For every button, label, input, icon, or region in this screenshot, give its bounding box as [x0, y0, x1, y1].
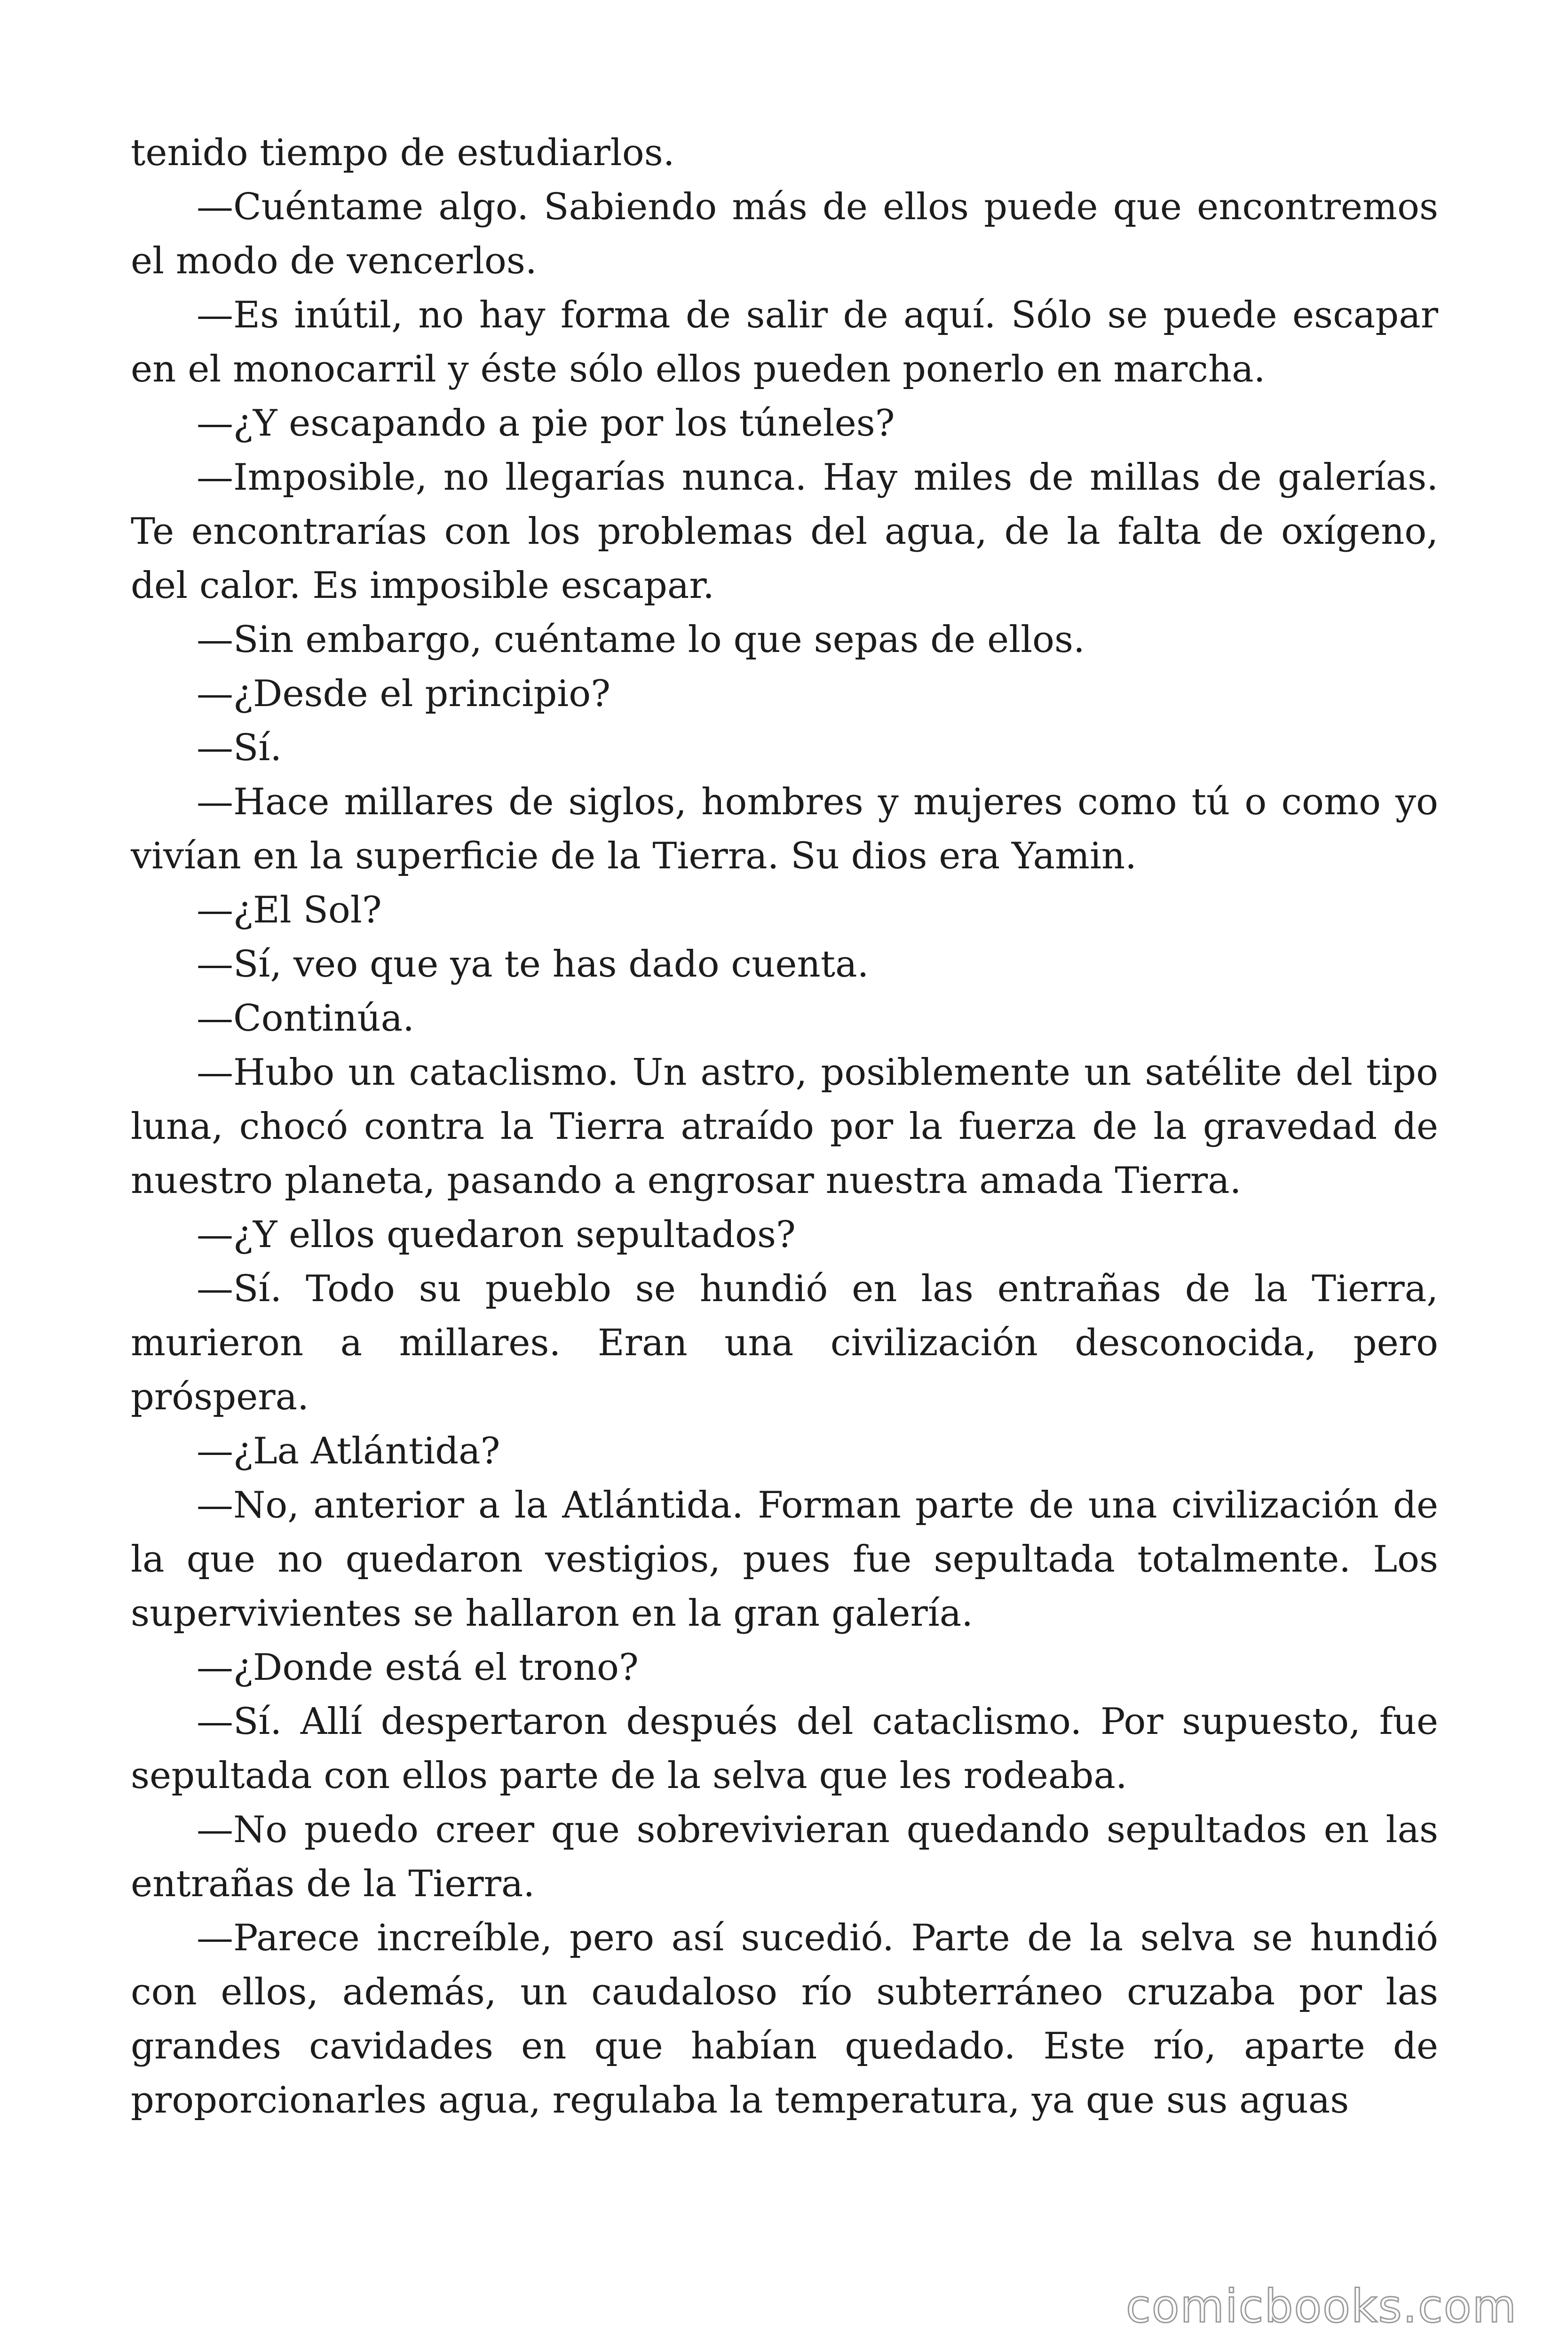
paragraph: —¿Y escapando a pie por los túneles? [197, 402, 895, 445]
paragraph: —Sí. Todo su pueblo se hundió en las entrañas de la Tierra, murieron a millares. Eran una civilización desconocida, pero próspera. [131, 1268, 1438, 1418]
paragraph: —¿Desde el principio? [197, 673, 611, 715]
paragraph: —No puedo creer que sobrevivieran quedando sepultados en las entrañas de la Tierra. [131, 1809, 1438, 1905]
paragraph: —Hace millares de siglos, hombres y mujeres como tú o como yo vivían en la superficie de la Tierra. Su dios era Yamin. [131, 781, 1438, 877]
paragraph: —Cuéntame algo. Sabiendo más de ellos puede que encontremos el modo de vencerlos. [131, 186, 1438, 282]
paragraph: —¿El Sol? [197, 889, 382, 931]
paragraph: —Hubo un cataclismo. Un astro, posiblemente un satélite del tipo luna, chocó contra la Tierra atraído por la fuerza de la gravedad de nuestro planeta, pasando a engrosar nuestra amada Tierra. [131, 1051, 1438, 1202]
watermark-logo: comicbooks.com [1125, 2280, 1517, 2333]
paragraph: —Parece increíble, pero así sucedió. Parte de la selva se hundió con ellos, además, un caudaloso río subterráneo cruzaba por las grandes cavidades en que habían quedado. Este río, aparte de proporcionarles agua, regulaba la temperatura, ya que sus aguas [131, 1917, 1438, 2122]
paragraph: —Sin embargo, cuéntame lo que sepas de ellos. [197, 619, 1085, 661]
paragraph: —Sí. [197, 727, 282, 769]
paragraph: —Imposible, no llegarías nunca. Hay miles de millas de galerías. Te encontrarías con los problemas del agua, de la falta de oxígeno, del calor. Es imposible escapar. [131, 456, 1438, 607]
paragraph: —Sí, veo que ya te has dado cuenta. [197, 943, 869, 985]
page-body-text [131, 126, 1438, 2128]
paragraph: —Es inútil, no hay forma de salir de aquí. Sólo se puede escapar en el monocarril y éste sólo ellos pueden ponerlo en marcha. [131, 294, 1438, 390]
paragraph: —No, anterior a la Atlántida. Forman parte de una civilización de la que no quedaron vestigios, pues fue sepultada totalmente. Los supervivientes se hallaron en la gran galería. [131, 1484, 1438, 1635]
paragraph: —¿Y ellos quedaron sepultados? [197, 1214, 796, 1256]
paragraph: —Sí. Allí despertaron después del cataclismo. Por supuesto, fue sepultada con ellos parte de la selva que les rodeaba. [131, 1700, 1438, 1797]
paragraph: tenido tiempo de estudiarlos. [131, 132, 675, 174]
paragraph: —Continúa. [197, 997, 414, 1040]
paragraph: —¿La Atlántida? [197, 1430, 500, 1472]
paragraph: —¿Donde está el trono? [197, 1646, 639, 1689]
